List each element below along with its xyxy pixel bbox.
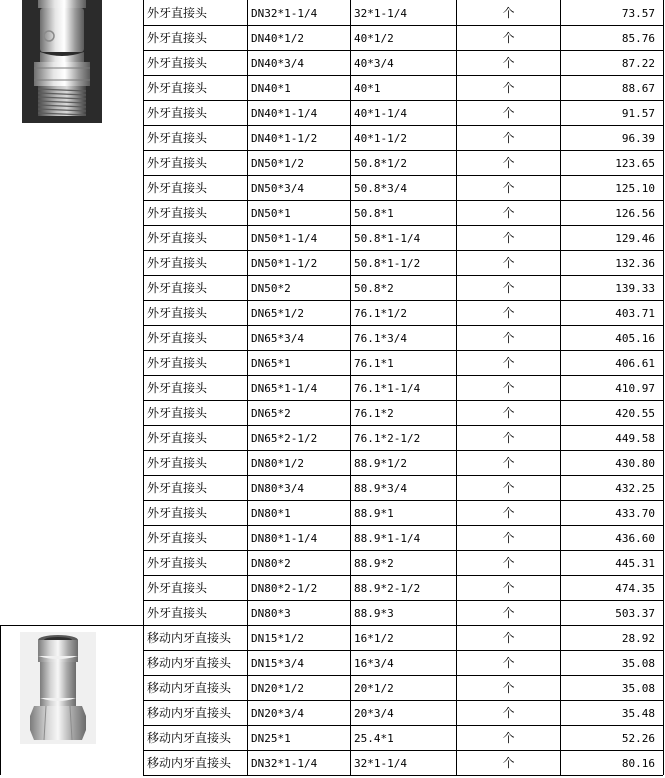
cell-price: 85.76 [621, 32, 655, 45]
cell-size: 50.8*1-1/4 [354, 232, 421, 245]
movable-female-thread-adapter-photo [20, 632, 96, 744]
cell-unit: 个 [502, 6, 515, 20]
cell-size: 40*3/4 [354, 57, 394, 70]
cell-spec: DN25*1 [251, 732, 291, 745]
cell-unit: 个 [502, 231, 515, 245]
cell-size: 50.8*3/4 [354, 182, 407, 195]
cell-unit: 个 [502, 206, 515, 220]
cell-price: 503.37 [615, 607, 655, 620]
cell-size: 40*1/2 [354, 32, 394, 45]
cell-size: 76.1*2-1/2 [354, 432, 421, 445]
cell-price: 405.16 [615, 332, 655, 345]
cell-price: 433.70 [615, 507, 655, 520]
cell-price: 91.57 [621, 107, 655, 120]
cell-unit: 个 [502, 281, 515, 295]
cell-name: 外牙直接头 [147, 356, 208, 370]
cell-size: 88.9*2 [354, 557, 394, 570]
cell-price: 87.22 [621, 57, 655, 70]
cell-size: 50.8*1 [354, 207, 394, 220]
cell-spec: DN20*3/4 [251, 707, 304, 720]
cell-unit: 个 [502, 706, 515, 720]
cell-size: 20*1/2 [354, 682, 394, 695]
cell-unit: 个 [502, 81, 515, 95]
cell-price: 125.10 [615, 182, 655, 195]
cell-price: 52.26 [621, 732, 655, 745]
cell-spec: DN32*1-1/4 [251, 757, 318, 770]
cell-name: 移动内牙直接头 [147, 731, 232, 745]
cell-price: 449.58 [615, 432, 655, 445]
cell-name: 外牙直接头 [147, 6, 208, 20]
cell-unit: 个 [502, 256, 515, 270]
cell-name: 外牙直接头 [147, 206, 208, 220]
cell-unit: 个 [502, 31, 515, 45]
cell-size: 50.8*1/2 [354, 157, 407, 170]
cell-price: 126.56 [615, 207, 655, 220]
cell-name: 外牙直接头 [147, 431, 208, 445]
cell-price: 88.67 [621, 82, 655, 95]
cell-price: 432.25 [615, 482, 655, 495]
cell-unit: 个 [502, 306, 515, 320]
cell-spec: DN40*1-1/2 [251, 132, 318, 145]
cell-unit: 个 [502, 556, 515, 570]
cell-spec: DN80*3/4 [251, 482, 304, 495]
cell-name: 外牙直接头 [147, 106, 208, 120]
cell-spec: DN80*2 [251, 557, 291, 570]
cell-unit: 个 [502, 756, 515, 770]
cell-size: 76.1*1-1/4 [354, 382, 421, 395]
cell-spec: DN65*3/4 [251, 332, 304, 345]
cell-price: 35.08 [621, 682, 655, 695]
cell-spec: DN65*2-1/2 [251, 432, 318, 445]
cell-size: 76.1*3/4 [354, 332, 407, 345]
cell-price: 129.46 [615, 232, 655, 245]
cell-size: 88.9*2-1/2 [354, 582, 421, 595]
cell-name: 外牙直接头 [147, 406, 208, 420]
cell-spec: DN65*1 [251, 357, 291, 370]
cell-spec: DN50*1-1/4 [251, 232, 318, 245]
cell-unit: 个 [502, 531, 515, 545]
cell-unit: 个 [502, 181, 515, 195]
cell-spec: DN15*3/4 [251, 657, 304, 670]
cell-name: 外牙直接头 [147, 81, 208, 95]
cell-spec: DN50*2 [251, 282, 291, 295]
cell-unit: 个 [502, 581, 515, 595]
grid-vline [0, 625, 1, 775]
cell-price: 474.35 [615, 582, 655, 595]
cell-price: 35.48 [621, 707, 655, 720]
cell-price: 96.39 [621, 132, 655, 145]
cell-size: 88.9*3/4 [354, 482, 407, 495]
cell-name: 外牙直接头 [147, 256, 208, 270]
cell-name: 移动内牙直接头 [147, 706, 232, 720]
cell-name: 外牙直接头 [147, 306, 208, 320]
cell-unit: 个 [502, 681, 515, 695]
cell-price: 430.80 [615, 457, 655, 470]
cell-unit: 个 [502, 406, 515, 420]
cell-name: 外牙直接头 [147, 331, 208, 345]
male-thread-straight-adapter-photo [22, 0, 102, 123]
cell-name: 外牙直接头 [147, 456, 208, 470]
cell-size: 40*1 [354, 82, 381, 95]
cell-price: 445.31 [615, 557, 655, 570]
cell-name: 外牙直接头 [147, 531, 208, 545]
cell-unit: 个 [502, 106, 515, 120]
cell-price: 410.97 [615, 382, 655, 395]
cell-spec: DN80*3 [251, 607, 291, 620]
cell-unit: 个 [502, 656, 515, 670]
cell-price: 73.57 [621, 7, 655, 20]
cell-name: 外牙直接头 [147, 506, 208, 520]
cell-size: 76.1*1 [354, 357, 394, 370]
cell-price: 406.61 [615, 357, 655, 370]
cell-size: 76.1*1/2 [354, 307, 407, 320]
cell-spec: DN80*1 [251, 507, 291, 520]
cell-spec: DN80*2-1/2 [251, 582, 318, 595]
cell-unit: 个 [502, 731, 515, 745]
cell-unit: 个 [502, 381, 515, 395]
cell-size: 88.9*3 [354, 607, 394, 620]
cell-size: 40*1-1/4 [354, 107, 407, 120]
cell-spec: DN20*1/2 [251, 682, 304, 695]
cell-unit: 个 [502, 631, 515, 645]
cell-size: 40*1-1/2 [354, 132, 407, 145]
cell-name: 外牙直接头 [147, 156, 208, 170]
cell-spec: DN65*2 [251, 407, 291, 420]
cell-spec: DN50*1/2 [251, 157, 304, 170]
cell-spec: DN40*1-1/4 [251, 107, 318, 120]
cell-size: 32*1-1/4 [354, 7, 407, 20]
cell-unit: 个 [502, 506, 515, 520]
cell-price: 123.65 [615, 157, 655, 170]
grid-vline [663, 0, 664, 775]
cell-spec: DN65*1/2 [251, 307, 304, 320]
cell-name: 外牙直接头 [147, 56, 208, 70]
cell-price: 80.16 [621, 757, 655, 770]
cell-size: 50.8*1-1/2 [354, 257, 421, 270]
cell-name: 外牙直接头 [147, 281, 208, 295]
cell-spec: DN40*1 [251, 82, 291, 95]
cell-size: 25.4*1 [354, 732, 394, 745]
cell-size: 20*3/4 [354, 707, 394, 720]
cell-size: 16*1/2 [354, 632, 394, 645]
cell-price: 139.33 [615, 282, 655, 295]
cell-name: 移动内牙直接头 [147, 756, 232, 770]
cell-unit: 个 [502, 606, 515, 620]
cell-name: 外牙直接头 [147, 181, 208, 195]
cell-spec: DN40*1/2 [251, 32, 304, 45]
section-divider [0, 625, 143, 626]
cell-price: 420.55 [615, 407, 655, 420]
cell-unit: 个 [502, 131, 515, 145]
cell-spec: DN32*1-1/4 [251, 7, 318, 20]
cell-name: 移动内牙直接头 [147, 631, 232, 645]
cell-spec: DN50*1-1/2 [251, 257, 318, 270]
cell-spec: DN80*1-1/4 [251, 532, 318, 545]
cell-spec: DN50*1 [251, 207, 291, 220]
cell-price: 35.08 [621, 657, 655, 670]
cell-size: 50.8*2 [354, 282, 394, 295]
cell-spec: DN80*1/2 [251, 457, 304, 470]
cell-size: 76.1*2 [354, 407, 394, 420]
cell-size: 88.9*1/2 [354, 457, 407, 470]
cell-name: 移动内牙直接头 [147, 656, 232, 670]
cell-price: 28.92 [621, 632, 655, 645]
cell-name: 外牙直接头 [147, 581, 208, 595]
cell-name: 外牙直接头 [147, 556, 208, 570]
cell-spec: DN50*3/4 [251, 182, 304, 195]
cell-name: 外牙直接头 [147, 481, 208, 495]
cell-size: 88.9*1-1/4 [354, 532, 421, 545]
cell-name: 移动内牙直接头 [147, 681, 232, 695]
cell-spec: DN65*1-1/4 [251, 382, 318, 395]
cell-size: 88.9*1 [354, 507, 394, 520]
cell-name: 外牙直接头 [147, 31, 208, 45]
cell-unit: 个 [502, 156, 515, 170]
cell-unit: 个 [502, 56, 515, 70]
cell-unit: 个 [502, 331, 515, 345]
cell-name: 外牙直接头 [147, 131, 208, 145]
cell-unit: 个 [502, 481, 515, 495]
cell-unit: 个 [502, 431, 515, 445]
cell-size: 32*1-1/4 [354, 757, 407, 770]
cell-name: 外牙直接头 [147, 606, 208, 620]
cell-unit: 个 [502, 456, 515, 470]
cell-price: 403.71 [615, 307, 655, 320]
cell-price: 132.36 [615, 257, 655, 270]
cell-name: 外牙直接头 [147, 231, 208, 245]
cell-price: 436.60 [615, 532, 655, 545]
cell-spec: DN40*3/4 [251, 57, 304, 70]
cell-unit: 个 [502, 356, 515, 370]
cell-spec: DN15*1/2 [251, 632, 304, 645]
cell-size: 16*3/4 [354, 657, 394, 670]
cell-name: 外牙直接头 [147, 381, 208, 395]
